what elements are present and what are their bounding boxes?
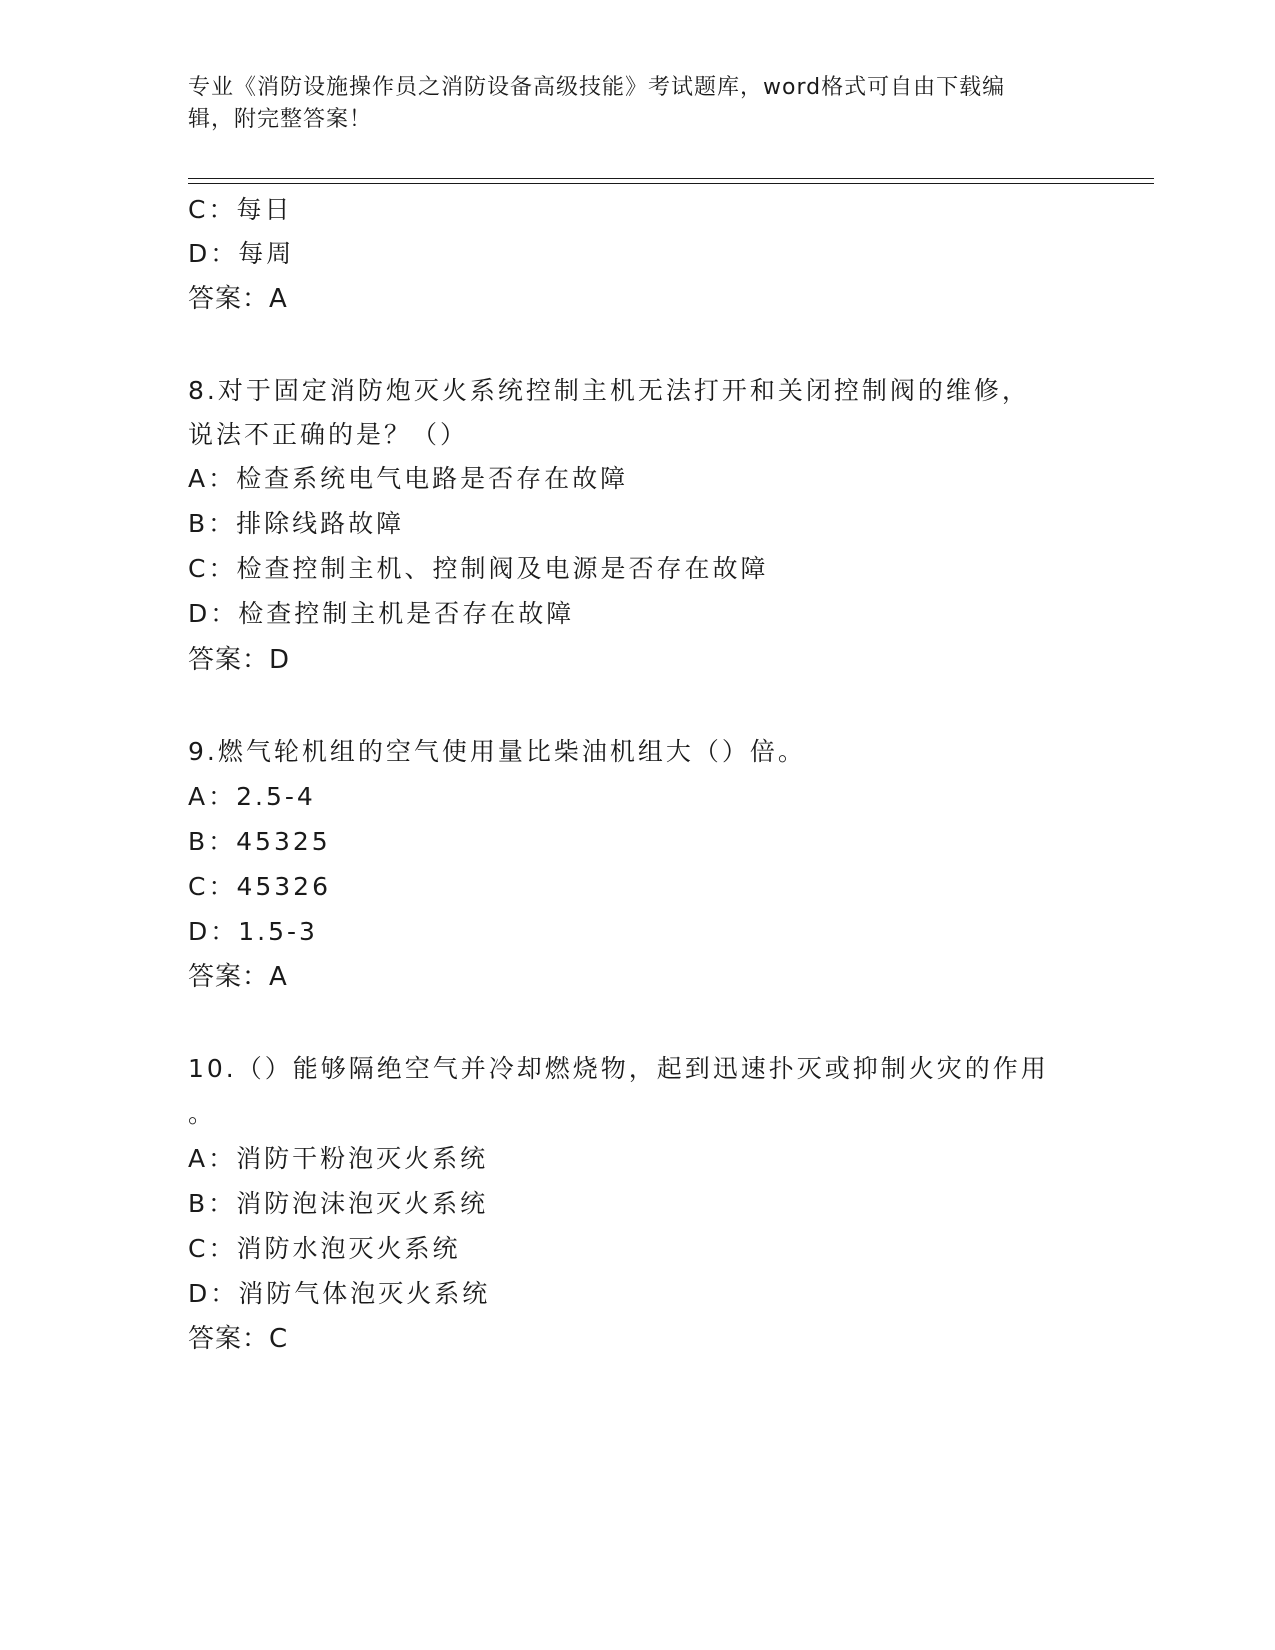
q10-question-line-2: 。	[188, 1099, 217, 1128]
q10-option-a: A：消防干粉泡灭火系统	[188, 1144, 489, 1173]
q10-question-line-1: 10.（）能够隔绝空气并冷却燃烧物，起到迅速扑灭或抑制火灾的作用	[188, 1054, 1049, 1083]
header-line-2: 辑，附完整答案！	[188, 107, 373, 132]
q7-option-c: C：每日	[188, 195, 293, 224]
q8-option-b: B：排除线路故障	[188, 509, 405, 538]
q7-answer: 答案：A	[188, 284, 288, 314]
q9-option-b: B：45325	[188, 827, 331, 856]
q9-question: 9.燃气轮机组的空气使用量比柴油机组大（）倍。	[188, 737, 806, 766]
q7-option-d: D：每周	[188, 239, 295, 268]
header-divider-bottom	[188, 183, 1154, 184]
q10-answer: 答案：C	[188, 1324, 289, 1354]
q8-option-a: A：检查系统电气电路是否存在故障	[188, 464, 629, 493]
q9-option-d: D：1.5-3	[188, 917, 318, 946]
document-header	[188, 72, 1088, 136]
q10-option-b: B：消防泡沫泡灭火系统	[188, 1189, 489, 1218]
q8-question-line-2: 说法不正确的是？（）	[188, 420, 469, 449]
q9-option-a: A：2.5-4	[188, 782, 316, 811]
q9-option-c: C：45326	[188, 872, 331, 901]
q9-answer: 答案：A	[188, 962, 288, 992]
header-line-1: 专业《消防设施操作员之消防设备高级技能》考试题库，word格式可自由下载编	[188, 75, 1006, 100]
q10-option-c: C：消防水泡灭火系统	[188, 1234, 461, 1263]
header-divider-top	[188, 178, 1154, 179]
q10-option-d: D：消防气体泡灭火系统	[188, 1279, 491, 1308]
q8-answer: 答案：D	[188, 645, 291, 675]
q8-option-c: C：检查控制主机、控制阀及电源是否存在故障	[188, 554, 769, 583]
q8-question-line-1: 8.对于固定消防炮灭火系统控制主机无法打开和关闭控制阀的维修，	[188, 376, 1030, 405]
q8-option-d: D：检查控制主机是否存在故障	[188, 599, 575, 628]
